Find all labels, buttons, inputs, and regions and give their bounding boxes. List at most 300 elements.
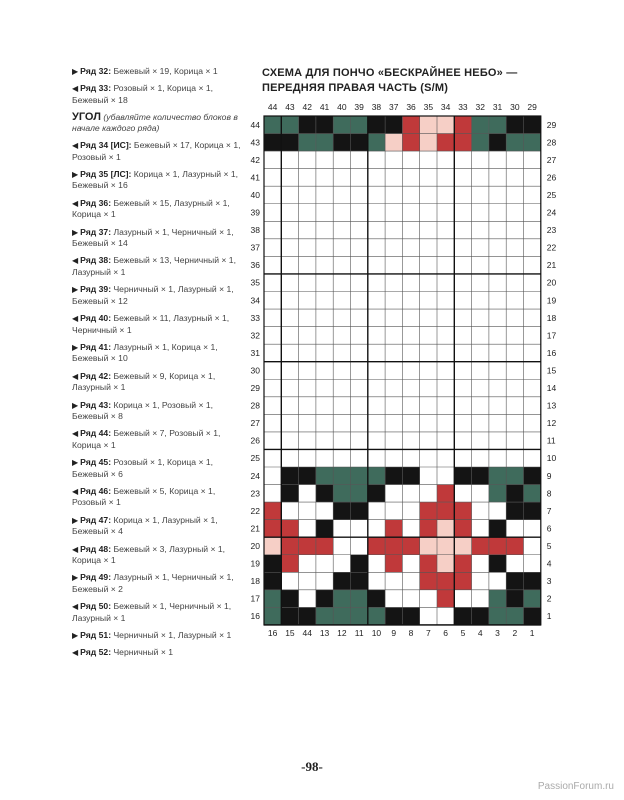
top-column-label: 43 — [285, 102, 295, 112]
row-instruction — [72, 313, 242, 336]
chart-cell — [472, 239, 489, 257]
chart-cell — [264, 274, 281, 292]
chart-cell — [351, 239, 368, 257]
chart-cell — [368, 397, 385, 415]
row-text: Черничный × 1 — [111, 647, 174, 658]
chart-cell — [489, 397, 506, 415]
chart-cell — [489, 502, 506, 520]
chart-cell — [385, 292, 402, 310]
right-row-label: 9 — [546, 470, 552, 481]
left-row-label: 39 — [250, 207, 260, 218]
chart-cell — [299, 607, 316, 625]
row-text: Лазурный × 1, Черничный × 1, Бежевый × 2 — [72, 572, 234, 594]
chart-cell — [454, 485, 471, 503]
chart-cell — [437, 414, 454, 432]
chart-cell — [351, 309, 368, 327]
chart-cell — [524, 344, 541, 362]
chart-cell — [489, 414, 506, 432]
chart-cell — [316, 449, 333, 467]
row-text: Бежевый × 3, Лазурный × 1, Корица × 1 — [72, 543, 226, 565]
row-instruction — [72, 83, 242, 106]
chart-cell — [333, 449, 350, 467]
chart-cell — [333, 485, 350, 503]
chart-cell — [506, 607, 523, 625]
chart-cell — [402, 362, 419, 380]
chart-cell — [264, 221, 281, 239]
chart-cell — [420, 432, 437, 450]
right-row-label: 20 — [546, 277, 557, 288]
chart-cell — [316, 309, 333, 327]
section-title: УГОЛ — [72, 111, 101, 124]
chart-cell — [489, 327, 506, 345]
right-row-label: 21 — [546, 260, 557, 271]
chart-cell — [368, 467, 385, 485]
row-instruction — [72, 428, 242, 451]
right-row-label: 27 — [546, 154, 557, 165]
chart-cell — [281, 520, 298, 538]
row-label: Ряд 41: — [80, 341, 112, 352]
row-text: Бежевый × 13, Черничный × 1, Лазурный × 1 — [72, 255, 236, 277]
chart-cell — [506, 467, 523, 485]
chart-cell — [420, 204, 437, 222]
arrow-right-icon: ▶ — [72, 515, 79, 525]
top-column-label: 35 — [423, 102, 434, 112]
arrow-right-icon: ▶ — [72, 458, 79, 468]
chart-cell — [385, 239, 402, 257]
chart-cell — [472, 572, 489, 590]
chart-cell — [368, 327, 385, 345]
chart-cell — [333, 186, 350, 204]
chart-cell — [316, 151, 333, 169]
chart-cell — [264, 256, 281, 274]
chart-cell — [454, 327, 471, 345]
chart-cell — [402, 590, 419, 608]
chart-cell — [524, 169, 541, 187]
chart-cell — [454, 379, 471, 397]
chart-cell — [264, 607, 281, 625]
chart-cell — [472, 555, 489, 573]
chart-cell — [316, 520, 333, 538]
chart-cell — [402, 397, 419, 415]
right-row-label: 4 — [546, 558, 552, 569]
instruction-list-before — [72, 66, 242, 106]
arrow-left-icon: ◀ — [72, 141, 79, 151]
chart-cell — [333, 467, 350, 485]
bottom-column-label: 4 — [477, 627, 483, 638]
chart-cell — [437, 239, 454, 257]
bottom-column-label: 8 — [408, 627, 414, 638]
chart-cell — [437, 572, 454, 590]
chart-cell — [402, 449, 419, 467]
chart-cell — [351, 344, 368, 362]
chart-cell — [454, 256, 471, 274]
bottom-column-label: 1 — [529, 627, 535, 638]
left-row-label: 35 — [250, 277, 260, 288]
left-row-label: 34 — [250, 295, 260, 306]
chart-cell — [506, 344, 523, 362]
chart-cell — [437, 362, 454, 380]
chart-cell — [333, 327, 350, 345]
chart-cell — [316, 204, 333, 222]
chart-cell — [506, 151, 523, 169]
chart-cell — [264, 116, 281, 134]
chart-cell — [368, 537, 385, 555]
chart-cell — [281, 169, 298, 187]
left-row-label: 32 — [250, 330, 260, 341]
row-instruction — [72, 457, 242, 480]
chart-cell — [368, 344, 385, 362]
chart-cell — [437, 186, 454, 204]
chart-cell — [299, 555, 316, 573]
chart-cell — [524, 116, 541, 134]
chart-cell — [385, 555, 402, 573]
chart-cell — [333, 221, 350, 239]
chart-cell — [351, 292, 368, 310]
chart-cell — [420, 327, 437, 345]
chart-cell — [368, 432, 385, 450]
arrow-left-icon: ◀ — [72, 429, 79, 439]
chart-cell — [264, 572, 281, 590]
chart-cell — [489, 467, 506, 485]
chart-cell — [333, 151, 350, 169]
chart-cell — [506, 572, 523, 590]
chart-cell — [368, 169, 385, 187]
chart-cell — [385, 590, 402, 608]
chart-title-line-2: ПЕРЕДНЯЯ ПРАВАЯ ЧАСТЬ (S/M) — [262, 82, 449, 94]
arrow-left-icon: ◀ — [72, 314, 79, 324]
chart-cell — [472, 292, 489, 310]
chart-cell — [524, 432, 541, 450]
chart-cell — [402, 555, 419, 573]
right-row-label: 15 — [546, 365, 557, 376]
chart-cell — [420, 520, 437, 538]
bottom-column-label: 15 — [285, 627, 295, 638]
chart-cell — [402, 379, 419, 397]
top-column-label: 34 — [440, 102, 451, 112]
chart-cell — [402, 204, 419, 222]
chart-cell — [299, 221, 316, 239]
chart-cell — [299, 134, 316, 152]
chart-cell — [472, 467, 489, 485]
row-instruction — [72, 601, 242, 624]
chart-cell — [524, 221, 541, 239]
right-row-label: 10 — [546, 453, 557, 464]
chart-cell — [264, 537, 281, 555]
row-text: Черничный × 1, Лазурный × 1 — [111, 630, 232, 641]
chart-cell — [281, 572, 298, 590]
chart-cell — [316, 327, 333, 345]
left-row-label: 29 — [250, 383, 260, 394]
chart-cell — [524, 292, 541, 310]
right-row-label: 16 — [546, 347, 557, 358]
chart-cell — [454, 134, 471, 152]
chart-cell — [316, 379, 333, 397]
chart-cell — [281, 414, 298, 432]
row-label: Ряд 51: — [80, 630, 112, 641]
chart-cell — [437, 274, 454, 292]
chart-cell — [368, 116, 385, 134]
chart-cell — [351, 116, 368, 134]
chart-cell — [454, 274, 471, 292]
left-row-label: 44 — [250, 119, 260, 130]
chart-cell — [489, 520, 506, 538]
chart-cell — [368, 134, 385, 152]
arrow-left-icon: ◀ — [72, 544, 79, 554]
chart-cell — [333, 414, 350, 432]
chart-cell — [472, 414, 489, 432]
chart-cell — [281, 537, 298, 555]
row-instruction — [72, 572, 242, 595]
chart-cell — [437, 292, 454, 310]
chart-cell — [420, 607, 437, 625]
chart-cell — [524, 327, 541, 345]
chart-cell — [264, 151, 281, 169]
right-row-label: 7 — [546, 505, 552, 516]
row-instruction — [72, 198, 242, 221]
chart-cell — [506, 256, 523, 274]
chart-cell — [368, 607, 385, 625]
chart-cell — [264, 134, 281, 152]
chart-cell — [368, 186, 385, 204]
chart-cell — [472, 204, 489, 222]
chart-cell — [351, 379, 368, 397]
chart-cell — [524, 607, 541, 625]
right-row-label: 28 — [546, 137, 557, 148]
chart-cell — [299, 572, 316, 590]
chart-cell — [385, 221, 402, 239]
chart-cell — [420, 274, 437, 292]
bottom-column-label: 16 — [267, 627, 278, 638]
arrow-right-icon: ▶ — [72, 227, 79, 237]
right-row-label: 13 — [546, 400, 557, 411]
row-instruction — [72, 630, 242, 641]
chart-cell — [420, 572, 437, 590]
chart-cell — [264, 186, 281, 204]
left-row-label: 42 — [250, 154, 260, 165]
chart-grid — [236, 96, 566, 646]
chart-cell — [506, 520, 523, 538]
chart-cell — [454, 537, 471, 555]
row-instruction — [72, 544, 242, 567]
chart-cell — [489, 309, 506, 327]
chart-cell — [524, 186, 541, 204]
row-label: Ряд 40: — [80, 313, 112, 324]
chart-cell — [333, 134, 350, 152]
chart-cell — [316, 292, 333, 310]
chart-cell — [333, 502, 350, 520]
arrow-right-icon: ▶ — [72, 67, 79, 76]
chart-cell — [506, 186, 523, 204]
chart-cell — [489, 555, 506, 573]
chart-cell — [281, 432, 298, 450]
chart-cell — [299, 186, 316, 204]
chart-cell — [385, 274, 402, 292]
chart-cell — [333, 607, 350, 625]
chart-cell — [264, 344, 281, 362]
row-label: Ряд 46: — [80, 485, 112, 496]
chart-cell — [506, 397, 523, 415]
chart-cell — [351, 327, 368, 345]
chart-cell — [368, 520, 385, 538]
chart-cell — [299, 449, 316, 467]
chart-cell — [281, 555, 298, 573]
chart-cell — [281, 362, 298, 380]
chart-cell — [402, 520, 419, 538]
chart-cell — [420, 537, 437, 555]
chart-cell — [454, 432, 471, 450]
chart-cell — [506, 116, 523, 134]
row-text: Черничный × 1, Лазурный × 1, Бежевый × 12 — [72, 284, 234, 306]
chart-cell — [333, 555, 350, 573]
top-column-label: 44 — [267, 102, 278, 112]
bottom-column-label: 12 — [337, 627, 347, 638]
chart-cell — [385, 362, 402, 380]
chart-cell — [264, 590, 281, 608]
chart-cell — [437, 449, 454, 467]
chart-cell — [316, 221, 333, 239]
chart-cell — [489, 362, 506, 380]
section-note: (убавляйте количество блоков в начале каждого ряда) — [72, 112, 238, 134]
chart-cell — [351, 432, 368, 450]
chart-cell — [368, 256, 385, 274]
chart-cell — [316, 256, 333, 274]
chart-cell — [454, 467, 471, 485]
row-text: Лазурный × 1, Корица × 1, Бежевый × 10 — [72, 341, 218, 364]
chart-cell — [368, 309, 385, 327]
chart-cell — [524, 467, 541, 485]
chart-cell — [281, 485, 298, 503]
chart-cell — [299, 397, 316, 415]
chart-cell — [368, 292, 385, 310]
arrow-right-icon: ▶ — [72, 631, 79, 641]
chart-cell — [333, 204, 350, 222]
chart-cell — [472, 449, 489, 467]
chart-cell — [437, 590, 454, 608]
chart-cell — [420, 397, 437, 415]
arrow-right-icon: ▶ — [72, 285, 79, 295]
left-row-label: 19 — [250, 558, 260, 569]
chart-cell — [351, 607, 368, 625]
arrow-left-icon: ◀ — [72, 84, 79, 94]
left-row-label: 43 — [250, 137, 260, 148]
chart-cell — [299, 344, 316, 362]
chart-cell — [368, 414, 385, 432]
chart-cell — [524, 256, 541, 274]
chart-cell — [454, 520, 471, 538]
chart-cell — [472, 134, 489, 152]
row-text: Лазурный × 1, Черничный × 1, Бежевый × 14 — [72, 226, 234, 249]
chart-cell — [506, 274, 523, 292]
chart-cell — [368, 572, 385, 590]
chart-cell — [489, 379, 506, 397]
chart-cell — [472, 590, 489, 608]
chart-cell — [351, 134, 368, 152]
row-label: Ряд 48: — [80, 543, 112, 554]
left-row-label: 40 — [250, 189, 260, 200]
right-row-label: 24 — [546, 207, 557, 218]
row-text: Корица × 1, Лазурный × 1, Бежевый × 16 — [72, 169, 239, 191]
chart-cell — [351, 186, 368, 204]
chart-cell — [454, 607, 471, 625]
chart-cell — [402, 274, 419, 292]
chart-cell — [472, 169, 489, 187]
chart-cell — [454, 572, 471, 590]
chart-cell — [368, 485, 385, 503]
chart-cell — [506, 502, 523, 520]
chart-cell — [333, 590, 350, 608]
chart-cell — [489, 274, 506, 292]
chart-cell — [437, 520, 454, 538]
chart-cell — [333, 520, 350, 538]
chart-cell — [351, 449, 368, 467]
chart-cell — [351, 169, 368, 187]
chart-cell — [454, 151, 471, 169]
chart-cell — [506, 134, 523, 152]
chart-cell — [385, 344, 402, 362]
row-text: Бежевый × 9, Корица × 1, Лазурный × 1 — [72, 370, 216, 393]
chart-cell — [299, 292, 316, 310]
chart-cell — [402, 186, 419, 204]
chart-cell — [454, 397, 471, 415]
chart-cell — [437, 344, 454, 362]
row-text: Бежевый × 17, Корица × 1, Розовый × 1 — [72, 140, 241, 162]
chart-cell — [316, 169, 333, 187]
chart-cell — [368, 362, 385, 380]
chart-cell — [351, 485, 368, 503]
left-row-label: 41 — [250, 172, 260, 183]
chart-cell — [489, 169, 506, 187]
chart-cell — [299, 256, 316, 274]
chart-cell — [385, 502, 402, 520]
chart-cell — [351, 397, 368, 415]
chart-cell — [281, 186, 298, 204]
chart-cell — [472, 327, 489, 345]
chart-cell — [368, 274, 385, 292]
chart-cell — [402, 134, 419, 152]
chart-cell — [264, 379, 281, 397]
chart-cell — [489, 116, 506, 134]
chart-cell — [281, 467, 298, 485]
chart-cell — [333, 292, 350, 310]
chart-cell — [385, 449, 402, 467]
row-label: Ряд 45: — [80, 457, 112, 468]
chart-title — [262, 66, 517, 96]
chart-cell — [472, 432, 489, 450]
row-instruction — [72, 486, 242, 509]
chart-cell — [437, 485, 454, 503]
row-text: Бежевый × 19, Корица × 1 — [111, 66, 218, 76]
top-column-label: 41 — [319, 102, 330, 112]
row-label: Ряд 50: — [80, 601, 112, 612]
row-instruction — [72, 140, 242, 163]
chart-cell — [420, 449, 437, 467]
chart-cell — [454, 169, 471, 187]
chart-cell — [524, 485, 541, 503]
chart-cell — [333, 169, 350, 187]
chart-cell — [316, 274, 333, 292]
chart-cell — [385, 607, 402, 625]
chart-cell — [402, 537, 419, 555]
left-row-label: 26 — [250, 435, 260, 446]
chart-cell — [524, 204, 541, 222]
chart-cell — [281, 502, 298, 520]
chart-cell — [454, 362, 471, 380]
chart-cell — [333, 344, 350, 362]
chart-cell — [437, 221, 454, 239]
row-text: Бежевый × 5, Корица × 1, Розовый × 1 — [72, 485, 216, 508]
right-row-label: 11 — [546, 435, 556, 446]
chart-cell — [299, 520, 316, 538]
